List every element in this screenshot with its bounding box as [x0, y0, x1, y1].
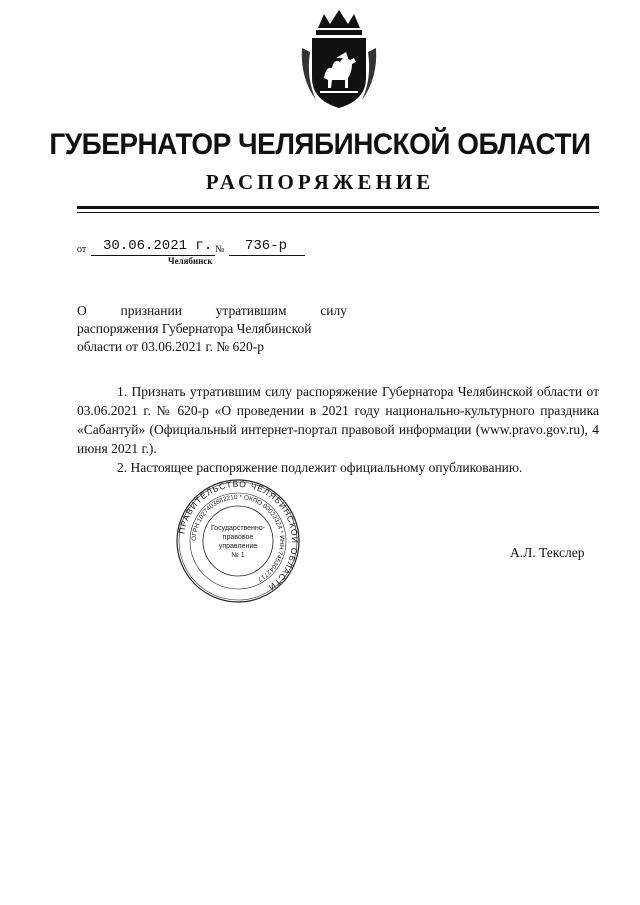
- coat-of-arms-emblem: [296, 8, 382, 112]
- stamp-inner-text: ОГРН 1027403882210 * ОКПО 00022324 * ИНН 7453042717: [190, 493, 286, 583]
- stamp-center-line: правовое: [222, 534, 254, 541]
- stamp-outer-text: ПРАВИТЕЛЬСТВО ЧЕЛЯБИНСКОЙ ОБЛАСТИ: [176, 478, 301, 593]
- document-body: [77, 382, 599, 477]
- header-rule-thick: [77, 206, 599, 209]
- stamp-center-line: управление: [218, 543, 258, 550]
- subject-line: области от 03.06.2021 г. № 620-р: [77, 339, 264, 354]
- stamp-center-line: № 1: [231, 552, 245, 559]
- header-rule-thin: [77, 212, 599, 213]
- signatory-name: А.Л. Текслер: [510, 545, 585, 560]
- official-stamp: [175, 478, 301, 604]
- paragraph: 2. Настоящее распоряжение подлежит официальному опубликованию.: [117, 460, 523, 475]
- city-name: Челябинск: [168, 256, 213, 266]
- issuer-title: ГУБЕРНАТОР ЧЕЛЯБИНСКОЙ ОБЛАСТИ: [49, 128, 591, 161]
- subject-line: распоряжения Губернатора Челябинской: [77, 321, 312, 336]
- date-prefix: от: [77, 244, 87, 255]
- number-sign: №: [215, 244, 225, 255]
- subject-line: О признании утратившим силу: [77, 303, 347, 318]
- stamp-center-line: Государственно-: [210, 525, 266, 532]
- document-subject: [77, 302, 347, 356]
- document-type: РАСПОРЯЖЕНИЕ: [205, 170, 435, 194]
- number-underline: [229, 255, 305, 256]
- paragraph: 1. Признать утратившим силу распоряжение Губернатора Челябинской области от 03.06.2021 г. № 620-р «О проведении в 2021 году национально-культурного праздника «Сабантуй» (Официальный интернет-портал правовой информации (www.pravo.gov.ru), 4 июня 2021 г.).: [77, 384, 599, 456]
- date-number-line: [77, 238, 377, 258]
- document-number: 736-р: [245, 238, 288, 254]
- document-date: 30.06.2021 г.: [103, 238, 213, 254]
